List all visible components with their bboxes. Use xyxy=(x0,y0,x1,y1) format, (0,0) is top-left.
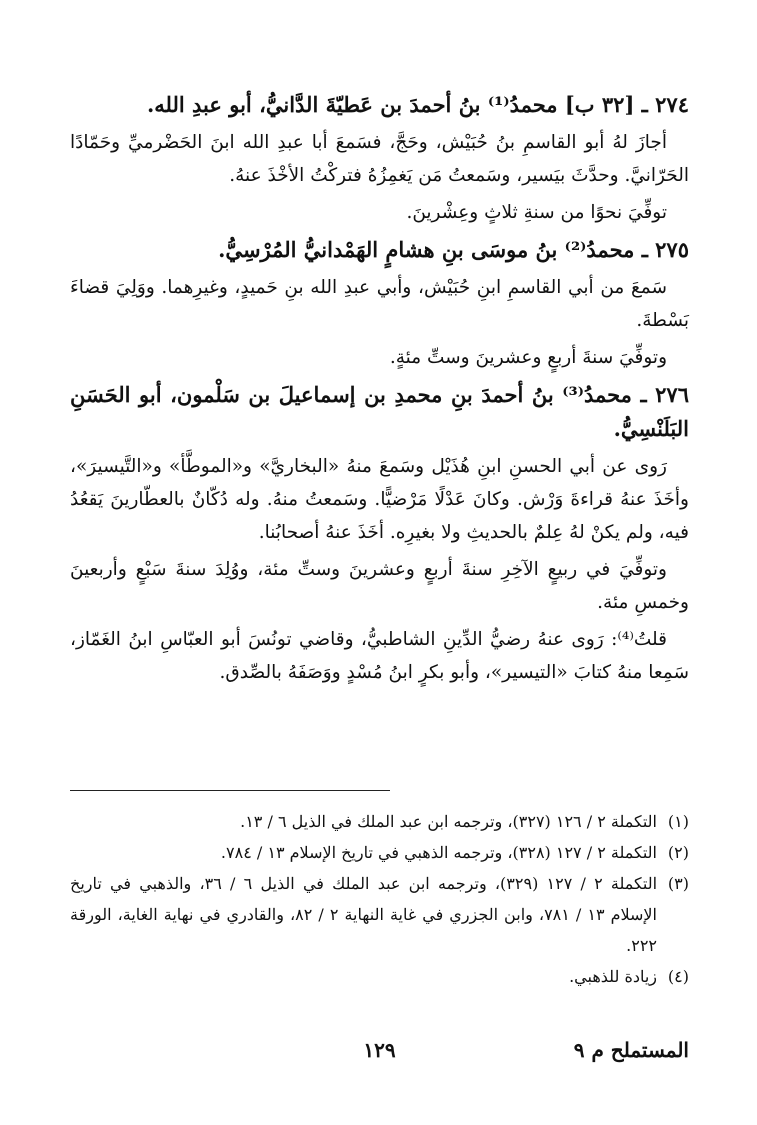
entry-heading: ٢٧٦ ـ محمدُ⁽³⁾ بنُ أحمدَ بنِ محمدِ بن إسماعيلَ بن سَلْمون، أبو الحَسَنِ البَلَنْسِيُّ. xyxy=(70,382,689,441)
footnote-number: (٣) xyxy=(667,874,689,893)
entry-paragraph: رَوى عن أبي الحسنِ ابنِ هُذَيْل وسَمعَ منهُ «البخاريَّ» و«الموطَّأ» و«التَّيسيرَ»، وأخَذَ عنهُ قراءةَ وَرْش. وكانَ عَدْلًا مَرْضيًّا. وسَمعتُ منهُ. وله دُكّانٌ بالعطّارينَ يَقعُدُ فيه، ولم يكنْ لهُ عِلمٌ بالحديثِ ولا بغيرِه. أخَذَ عنهُ أصحابُنا. xyxy=(70,456,689,543)
entry-paragraph: توفِّيَ نحوًا من سنةِ ثلاثٍ وعِشْرينَ. xyxy=(406,202,667,223)
footnote-text: زيادة للذهبي. xyxy=(569,967,657,986)
footnote-text: التكملة ٢ / ١٢٦ (٣٢٧)، وترجمه ابن عبد الملك في الذيل ٦ / ١٣. xyxy=(240,812,657,831)
footnote-4 xyxy=(70,961,689,992)
footnote-number: (١) xyxy=(667,812,689,831)
entry-274 xyxy=(70,88,689,229)
footnote-text: التكملة ٢ / ١٢٧ (٣٢٩)، وترجمه ابن عبد الملك في الذيل ٦ / ٣٦، والذهبي في تاريخ الإسلام ١٣ / ٧٨١، وابن الجزري في غاية النهاية ٢ / ٨٢، والقادري في نهاية الغاية، الورقة ٢٢٢. xyxy=(70,874,658,955)
signature-mark: المستملح م ٩ xyxy=(573,1038,689,1062)
footnote-2 xyxy=(70,837,689,868)
entry-heading: ٢٧٤ ـ [٣٢ ب] محمدُ⁽¹⁾ بنُ أحمدَ بن عَطيّةَ الدَّانيُّ، أبو عبدِ الله. xyxy=(146,92,689,117)
entry-paragraph: وتوفِّيَ سنةَ أربعٍ وعشرينَ وستِّ مئةٍ. xyxy=(389,347,667,368)
page-footer xyxy=(70,1038,689,1068)
footnote-number: (٢) xyxy=(667,843,689,862)
book-page xyxy=(70,88,689,1085)
footnote-text: التكملة ٢ / ١٢٧ (٣٢٨)، وترجمه الذهبي في تاريخ الإسلام ١٣ / ٧٨٤. xyxy=(220,843,657,862)
entry-heading: ٢٧٥ ـ محمدُ⁽²⁾ بنُ موسَى بنِ هشامٍ الهَمْدانيُّ المُرْسِيُّ. xyxy=(218,237,689,262)
footnote-separator xyxy=(70,790,390,791)
footnote-3 xyxy=(70,868,689,961)
entry-275 xyxy=(70,233,689,374)
page-number: ١٢٩ xyxy=(363,1038,396,1062)
footnote-1 xyxy=(70,806,689,837)
footnote-number: (٤) xyxy=(667,967,689,986)
footnotes xyxy=(70,806,689,992)
entry-paragraph: سَمعَ من أبي القاسمِ ابنِ حُبَيْش، وأبي عبدِ الله بنِ حَميدٍ، وغيرِهما. ووَلِيَ قضاءَ بَسْطةَ. xyxy=(70,277,689,331)
entry-paragraph: وتوفِّيَ في ربيعٍ الآخِرِ سنةَ أربعٍ وعشرينَ وستِّ مئة، ووُلِدَ سنةَ سَبْعٍ وأربعينَ وخمسِ مئة. xyxy=(70,559,689,613)
entry-276 xyxy=(70,378,689,689)
entry-paragraph: قلتُ⁽⁴⁾: رَوى عنهُ رضيُّ الدِّينِ الشاطبيُّ، وقاضي تونُسَ أبو العبّاسِ ابنُ الغَمّاز، سَمِعا منهُ كتابَ «التيسير»، وأبو بكرٍ ابنُ مُسْدٍ ووَصَفَهُ بالصِّدق. xyxy=(70,629,689,683)
entry-paragraph: أجازَ لهُ أبو القاسمِ بنُ حُبَيْش، وحَجَّ، فسَمعَ أبا عبدِ الله ابنَ الحَضْرميِّ وحَمّادًا الحَرّانيَّ. وحدَّثَ بيَسير، وسَمعتُ مَن يَغمِزُهُ فتركْتُ الأخْذَ عنهُ. xyxy=(70,132,689,186)
